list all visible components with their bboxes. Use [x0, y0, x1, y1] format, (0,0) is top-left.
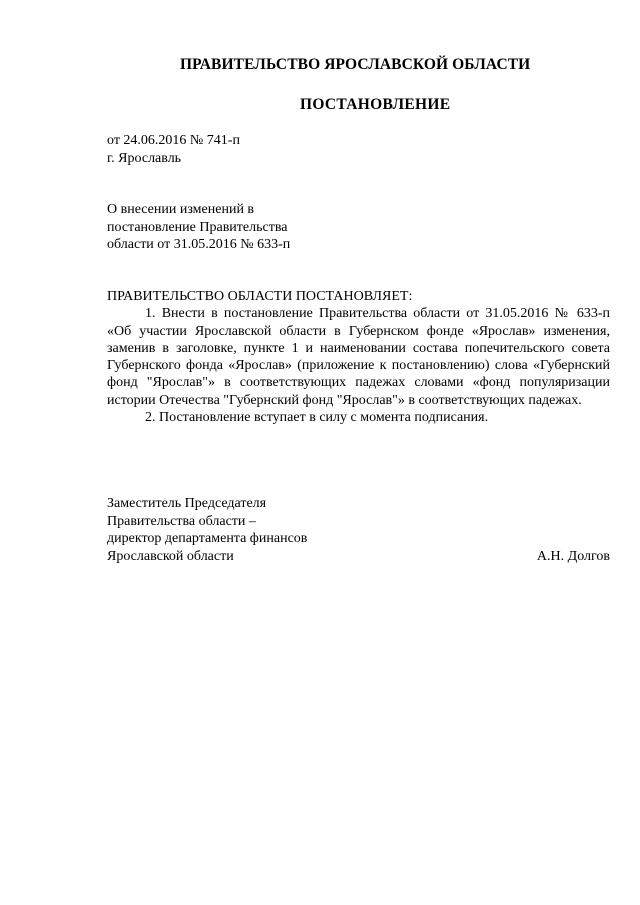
signer-position-line: директор департамента финансов	[107, 531, 308, 546]
city: г. Ярославль	[107, 150, 182, 166]
signer-position-line: Правительства области –	[107, 513, 256, 529]
subject-line: О внесении изменений в	[107, 202, 255, 217]
document-body	[107, 288, 610, 426]
date-number: от 24.06.2016 № 741-п	[107, 133, 240, 148]
subject-line: постановление Правительства	[107, 219, 288, 235]
signature-block	[107, 495, 610, 565]
signer-position-line: Ярославской области	[107, 548, 234, 564]
signer-name: А.Н. Долгов	[536, 548, 610, 564]
decree-phrase: ПРАВИТЕЛЬСТВО ОБЛАСТИ ПОСТАНОВЛЯЕТ:	[107, 289, 413, 304]
signature-last-row	[107, 548, 610, 566]
document-meta	[107, 132, 240, 167]
paragraph-1: 1. Внести в постановление Правительства области от 31.05.2016 № 633-п «Об участии Ярославской области в Губернском фонде «Ярослав» изменения, заменив в заголовке, пункте 1 и наименовании состава попечительского совета Губернского фонда «Ярослав» (приложение к постановлению) слова «Губернский фонд "Ярослав"» в соответствующих падежах словами «фонд популяризации истории Отечества "Губернский фонд "Ярослав"» в соответствующих падежах.	[107, 306, 610, 408]
signer-position-line: Заместитель Председателя	[107, 496, 267, 511]
document-subject	[107, 201, 290, 254]
document-type-heading: ПОСТАНОВЛЕНИЕ	[300, 96, 451, 113]
paragraph-2: 2. Постановление вступает в силу с момента подписания.	[145, 410, 489, 426]
subject-line: области от 31.05.2016 № 633-п	[107, 237, 291, 252]
authority-title: ПРАВИТЕЛЬСТВО ЯРОСЛАВСКОЙ ОБЛАСТИ	[180, 56, 531, 73]
